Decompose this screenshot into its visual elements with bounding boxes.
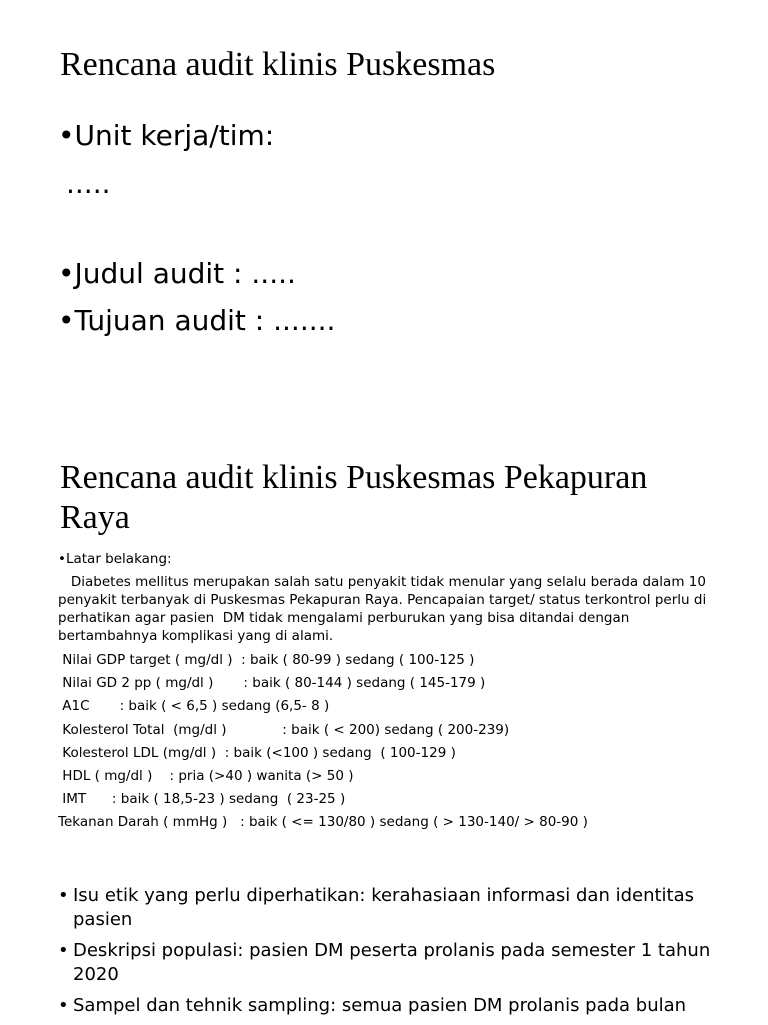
criteria-tekanan-darah: Tekanan Darah ( mmHg ) : baik ( <= 130/80 ) sedang ( > 130-140/ > 80-90 ) <box>58 814 588 831</box>
criteria-gdp: Nilai GDP target ( mg/dl ) : baik ( 80-99 ) sedang ( 100-125 ) <box>58 652 475 668</box>
latar-belakang-label: •Latar belakang: <box>58 551 172 567</box>
latar-belakang-paragraph: Diabetes mellitus merupakan salah satu penyakit tidak menular yang selalu berada dalam 10 penyakit terbanyak di Puskesmas Pekapuran Raya. Pencapaian target/ status terkontrol perlu di perhatikan agar pasien DM tidak mengalami perburukan yang bisa ditandai dengan bertambahnya komplikasi yang di alami. <box>58 574 711 644</box>
audit-details-list <box>58 884 738 1025</box>
list-item: • Deskripsi populasi: pasien DM peserta prolanis pada semester 1 tahun 2020 <box>58 940 711 985</box>
slide2-title-line1: Rencana audit klinis Puskesmas Pekapuran <box>60 459 648 496</box>
tujuan-audit-line: •Tujuan audit : ....... <box>58 304 336 337</box>
bullet-icon: • <box>58 995 69 1016</box>
unit-kerja-label: •Unit kerja/tim: <box>58 119 275 152</box>
criteria-ldl: Kolesterol LDL (mg/dl ) : baik (<100 ) sedang ( 100-129 ) <box>58 744 456 761</box>
list-item: • Sampel dan tehnik sampling: semua pasien DM prolanis pada bulan <box>58 995 687 1016</box>
bullet-icon: • <box>58 940 69 961</box>
criteria-gd2pp: Nilai GD 2 pp ( mg/dl ) : baik ( 80-144 ) sedang ( 145-179 ) <box>58 675 486 692</box>
unit-kerja-value: ..... <box>66 167 111 200</box>
slide2-title-line2: Raya <box>60 499 130 536</box>
criteria-list <box>58 649 718 835</box>
criteria-a1c: A1C : baik ( < 6,5 ) sedang (6,5- 8 ) <box>58 698 330 715</box>
criteria-imt: IMT : baik ( 18,5-23 ) sedang ( 23-25 ) <box>58 791 346 808</box>
judul-audit-line: •Judul audit : ..... <box>58 257 296 290</box>
latar-belakang-block <box>58 550 718 835</box>
slide1-title: Rencana audit klinis Puskesmas <box>60 46 496 83</box>
bullet-icon: • <box>58 885 69 906</box>
criteria-hdl: HDL ( mg/dl ) : pria (>40 ) wanita (> 50 ) <box>58 768 354 785</box>
list-item: • Isu etik yang perlu diperhatikan: kerahasiaan informasi dan identitas pasien <box>58 885 695 930</box>
criteria-kolesterol-total: Kolesterol Total (mg/dl ) : baik ( < 200) sedang ( 200-239) <box>58 721 510 738</box>
